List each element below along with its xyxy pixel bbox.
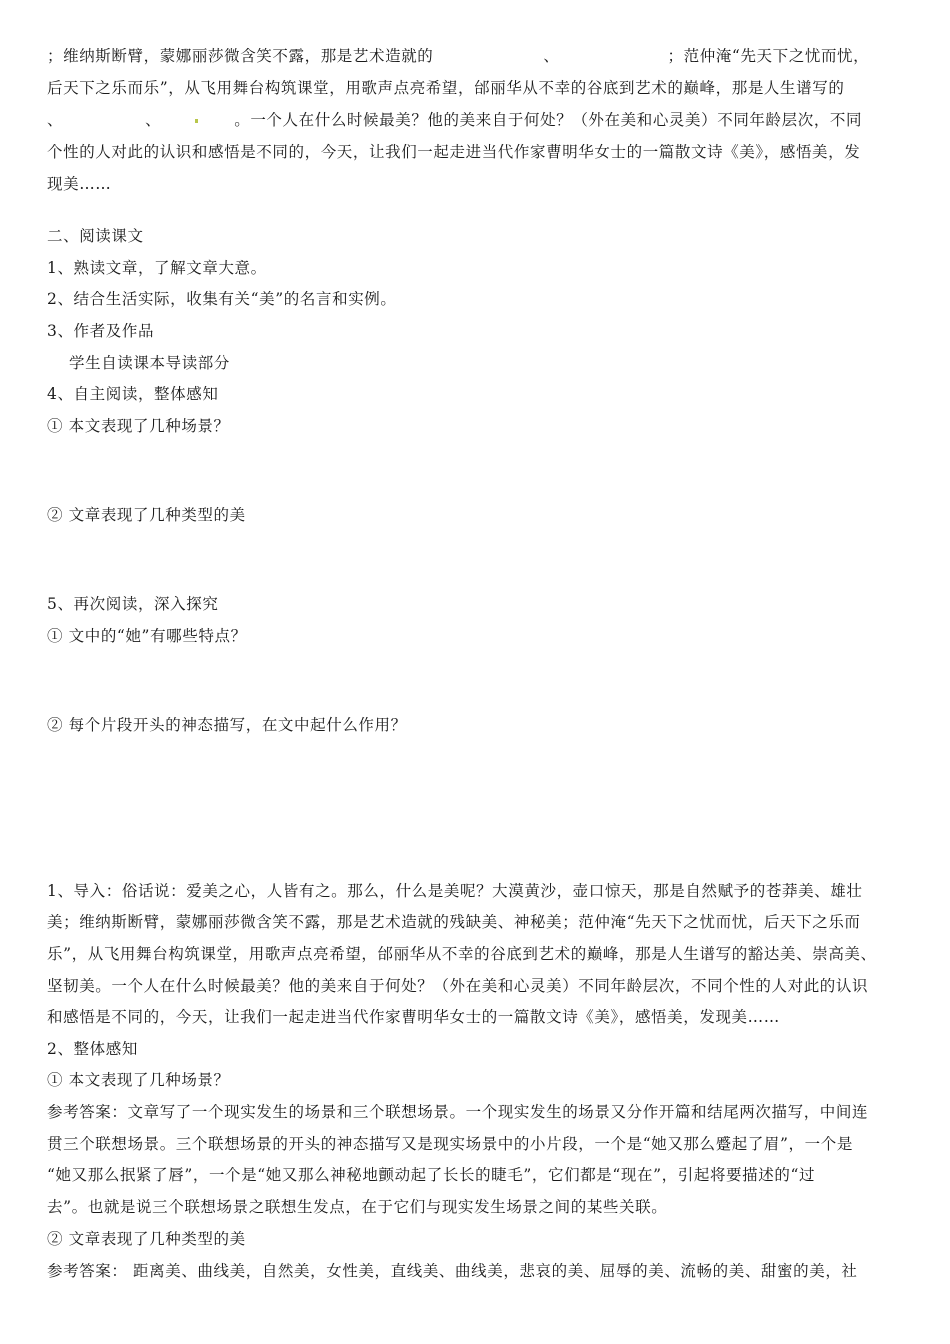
stray-mark: [195, 119, 198, 123]
intro-text: 、: [145, 111, 162, 129]
answer-line: 去”。也就是说三个联想场景之联想生发点，在于它们与现实发生场景之间的某些关联。: [47, 1198, 668, 1216]
question: ① 文中的“她”有哪些特点？: [47, 627, 247, 645]
question: ① 本文表现了几种场景？: [47, 1071, 230, 1089]
answer-line: 贯三个联想场景。三个联想场景的开头的神态描写又是现实场景中的小片段，一个是“她又那么蹙起了眉”，一个是: [47, 1135, 853, 1153]
answer-line: 坚韧美。一个人在什么时候最美？他的美来自于何处？（外在美和心灵美）不同年龄层次，不同个性的人对此的认识: [47, 977, 869, 995]
answer-line: 参考答案： 距离美、曲线美，自然美，女性美，直线美、曲线美，悲哀的美、屈辱的美、流畅的美、甜蜜的美，社: [47, 1262, 858, 1280]
intro-text: 。一个人在什么时候最美？他的美来自于何处？（外在美和心灵美）不同年龄层次，不同: [234, 111, 863, 129]
intro-line-3: [47, 109, 862, 131]
question: ① 本文表现了几种场景？: [47, 417, 230, 435]
answer-line: 和感悟是不同的，今天，让我们一起走进当代作家曹明华女士的一篇散文诗《美》，感悟美，发现美……: [47, 1008, 780, 1026]
list-item: 2、结合生活实际，收集有关“美”的名言和实例。: [47, 290, 397, 308]
intro-line-4: 个性的人对此的认识和感悟是不同的，今天，让我们一起走进当代作家曹明华女士的一篇散文诗《美》，感悟美，发: [47, 143, 861, 161]
question: ② 每个片段开头的神态描写，在文中起什么作用？: [47, 716, 407, 734]
answer-line: 1、导入：俗话说：爱美之心，人皆有之。那么，什么是美呢？大漠黄沙，壶口惊天，那是自然赋予的苍莽美、雄壮: [47, 882, 863, 900]
intro-line-1: [47, 45, 869, 67]
intro-text: ；维纳斯断臂，蒙娜丽莎微含笑不露，那是艺术造就的: [47, 47, 434, 65]
answer-line: 参考答案：文章写了一个现实发生的场景和三个联想场景。一个现实发生的场景又分作开篇和结尾两次描写，中间连: [47, 1103, 869, 1121]
intro-line-5: 现美……: [47, 175, 112, 193]
question: ② 文章表现了几种类型的美: [47, 1230, 246, 1248]
answer-line: 美；维纳斯断臂，蒙娜丽莎微含笑不露，那是艺术造就的残缺美、神秘美；范仲淹“先天下之忧而忧，后天下之乐而: [47, 913, 861, 931]
answer-line: “她又那么抿紧了唇”，一个是“她又那么神秘地颤动起了长长的睫毛”，它们都是“现在”，引起将要描述的“过: [47, 1166, 816, 1184]
list-item: 4、自主阅读，整体感知: [47, 385, 219, 403]
question: ② 文章表现了几种类型的美: [47, 506, 246, 524]
intro-text: 、: [47, 111, 64, 129]
intro-line-2: 后天下之乐而乐”，从飞用舞台构筑课堂，用歌声点亮希望，邰丽华从不幸的谷底到艺术的巅峰，那是人生谱写的: [47, 79, 845, 97]
intro-text: ；范仲淹“先天下之忧而忧，: [667, 47, 870, 65]
section-heading: 二、阅读课文: [47, 227, 144, 245]
list-item: 1、熟读文章，了解文章大意。: [47, 259, 267, 277]
list-subitem: 学生自读课本导读部分: [69, 354, 231, 372]
answer-line: 乐”，从飞用舞台构筑课堂，用歌声点亮希望，邰丽华从不幸的谷底到艺术的巅峰，那是人生谱写的豁达美、崇高美、: [47, 945, 877, 963]
list-item: 3、作者及作品: [47, 322, 155, 340]
list-item: 5、再次阅读，深入探究: [47, 595, 219, 613]
section-heading: 2、整体感知: [47, 1040, 138, 1058]
intro-text: 、: [543, 47, 560, 65]
